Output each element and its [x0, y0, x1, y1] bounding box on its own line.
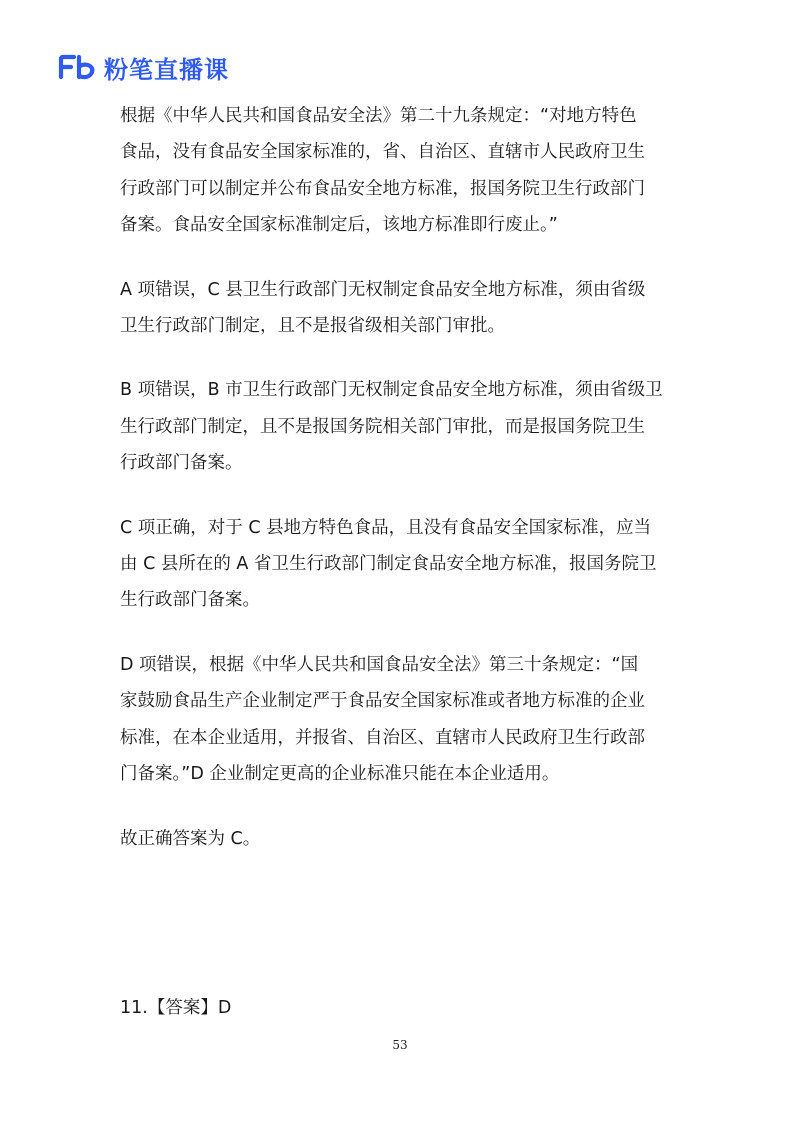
text-line: 生行政部门制定，且不是报国务院相关部门审批，而是报国务院卫生	[120, 416, 645, 437]
text-line: C 项正确，对于 C 县地方特色食品，且没有食品安全国家标准，应当	[120, 517, 652, 538]
paragraph-option-a	[120, 272, 680, 345]
text-line: B 项错误，B 市卫生行政部门无权制定食品安全地方标准，须由省级卫	[120, 380, 663, 401]
fb-logo-icon	[58, 54, 98, 80]
text-line: 门备案。”D 企业制定更高的企业标准只能在本企业适用。	[120, 764, 560, 785]
paragraph-conclusion	[120, 821, 680, 857]
text-line: 行政部门备案。	[120, 453, 243, 474]
text-line: 食品，没有食品安全国家标准的，省、自治区、直辖市人民政府卫生	[120, 142, 645, 163]
text-line: 标准，在本企业适用，并报省、自治区、直辖市人民政府卫生行政部	[120, 727, 645, 748]
text-line: 生行政部门备案。	[120, 590, 260, 611]
text-line: 卫生行政部门制定，且不是报省级相关部门审批。	[120, 316, 505, 337]
paragraph-option-b	[120, 372, 680, 481]
text-line: 行政部门可以制定并公布食品安全地方标准，报国务院卫生行政部门	[120, 178, 645, 199]
text-line: A 项错误，C 县卫生行政部门无权制定食品安全地方标准，须由省级	[120, 279, 646, 300]
header	[58, 52, 229, 82]
text-line: 根据《中华人民共和国食品安全法》第二十九条规定：“对地方特色	[120, 106, 637, 126]
text-line: 故正确答案为 C。	[120, 828, 261, 849]
answer-heading: 11.【答案】D	[120, 998, 232, 1018]
paragraph-option-d	[120, 647, 680, 793]
text-line: 备案。食品安全国家标准制定后，该地方标准即行废止。”	[120, 215, 558, 236]
text-line: 由 C 县所在的 A 省卫生行政部门制定食品安全地方标准，报国务院卫	[120, 554, 657, 575]
text-line: 家鼓励食品生产企业制定严于食品安全国家标准或者地方标准的企业	[120, 691, 645, 712]
paragraph-law-article-29	[120, 98, 680, 244]
page-number: 53	[392, 1038, 408, 1052]
text-line: D 项错误，根据《中华人民共和国食品安全法》第三十条规定：“国	[120, 654, 639, 675]
brand-name: 粉笔直播课	[104, 55, 229, 84]
paragraph-option-c	[120, 510, 680, 619]
document-body	[120, 98, 680, 885]
